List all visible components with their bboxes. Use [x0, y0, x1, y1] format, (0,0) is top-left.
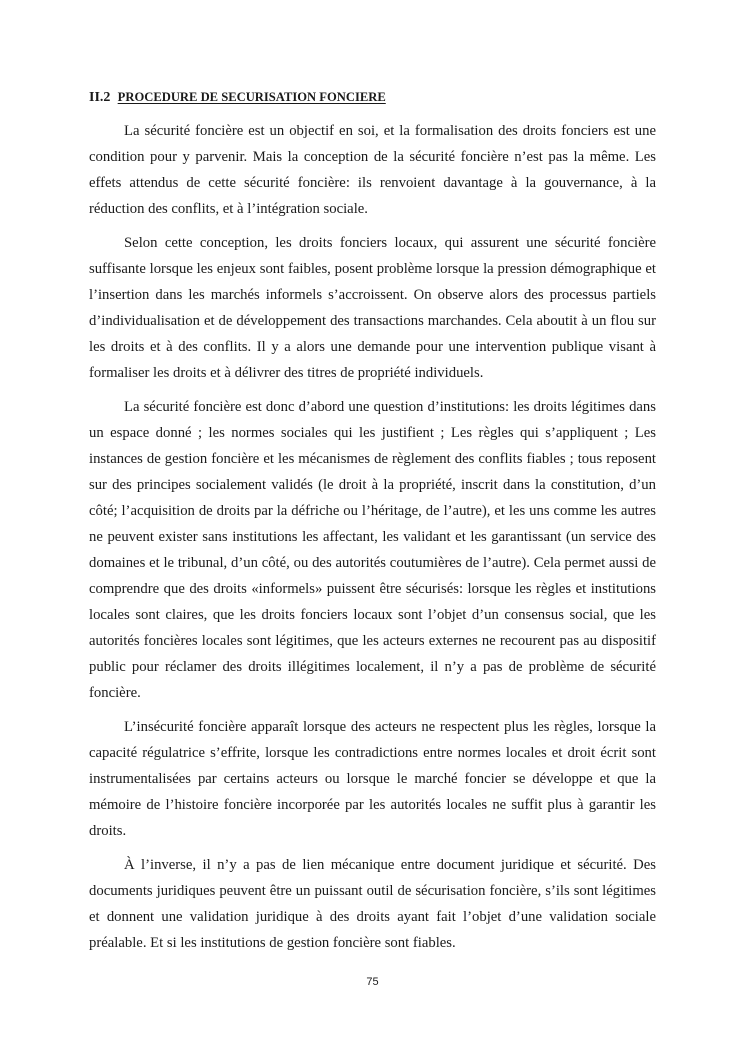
paragraph-4: L’insécurité foncière apparaît lorsque des acteurs ne respectent plus les règles, lorsque la capacité régulatrice s’effrite, lorsque les contradictions entre normes locales et droit écrit sont instrumentalisées par certains acteurs ou lorsque le marché foncier se développe et que la mémoire de l’histoire foncière incorporée par les autorités locales ne suffit plus à garantir les droits.	[89, 719, 656, 839]
section-heading	[89, 87, 669, 108]
paragraph-3: La sécurité foncière est donc d’abord une question d’institutions: les droits légitimes dans un espace donné ; les normes sociales qui les justifient ; Les règles qui s’appliquent ; Les instances de gestion foncière et les mécanismes de règlement des conflits fiables ; tous reposent sur des principes socialement validés (le droit à la propriété, inscrit dans la constitution, d’un côté; l’acquisition de droits par la défriche ou l’héritage, de l’autre), et les uns comme les autres ne peuvent exister sans institutions les affectant, les validant et les garantissant (un service des domaines et le tribunal, d’un côté, ou des autorités coutumières de l’autre). Cela permet aussi de comprendre que des droits «informels» puissent être sécurisés: lorsque les règles et institutions locales sont claires, que les droits fonciers locaux sont l’objet d’un consensus social, que les autorités foncières locales sont légitimes, que les acteurs externes ne recourent pas au dispositif public pour réclamer des droits illégitimes localement, il n’y a pas de problème de sécurité foncière.	[89, 399, 656, 701]
paragraph-2: Selon cette conception, les droits fonciers locaux, qui assurent une sécurité foncière suffisante lorsque les enjeux sont faibles, posent problème lorsque la pression démographique et l’insertion dans les marchés informels s’accroissent. On observe alors des processus partiels d’individualisation et de développement des transactions marchandes. Cela aboutit à un flou sur les droits et à des conflits. Il y a alors une demande pour une intervention publique visant à formaliser les droits et à délivrer des titres de propriété individuels.	[89, 235, 656, 381]
page-number: 75	[366, 976, 379, 988]
body-text	[89, 118, 656, 964]
section-title: PROCEDURE DE SECURISATION FONCIERE	[117, 90, 386, 104]
paragraph-1: La sécurité foncière est un objectif en soi, et la formalisation des droits fonciers est une condition pour y parvenir. Mais la conception de la sécurité foncière n’est pas la même. Les effets attendus de cette sécurité foncière: ils renvoient davantage à la gouvernance, à la réduction des conflits, et à l’intégration sociale.	[89, 123, 656, 217]
paragraph-5: À l’inverse, il n’y a pas de lien mécanique entre document juridique et sécurité. Des documents juridiques peuvent être un puissant outil de sécurisation foncière, s’ils sont légitimes et donnent une validation juridique à des droits ayant fait l’objet d’une validation sociale préalable. Et si les institutions de gestion foncière sont fiables.	[89, 857, 656, 951]
section-number: II.2	[89, 90, 111, 105]
